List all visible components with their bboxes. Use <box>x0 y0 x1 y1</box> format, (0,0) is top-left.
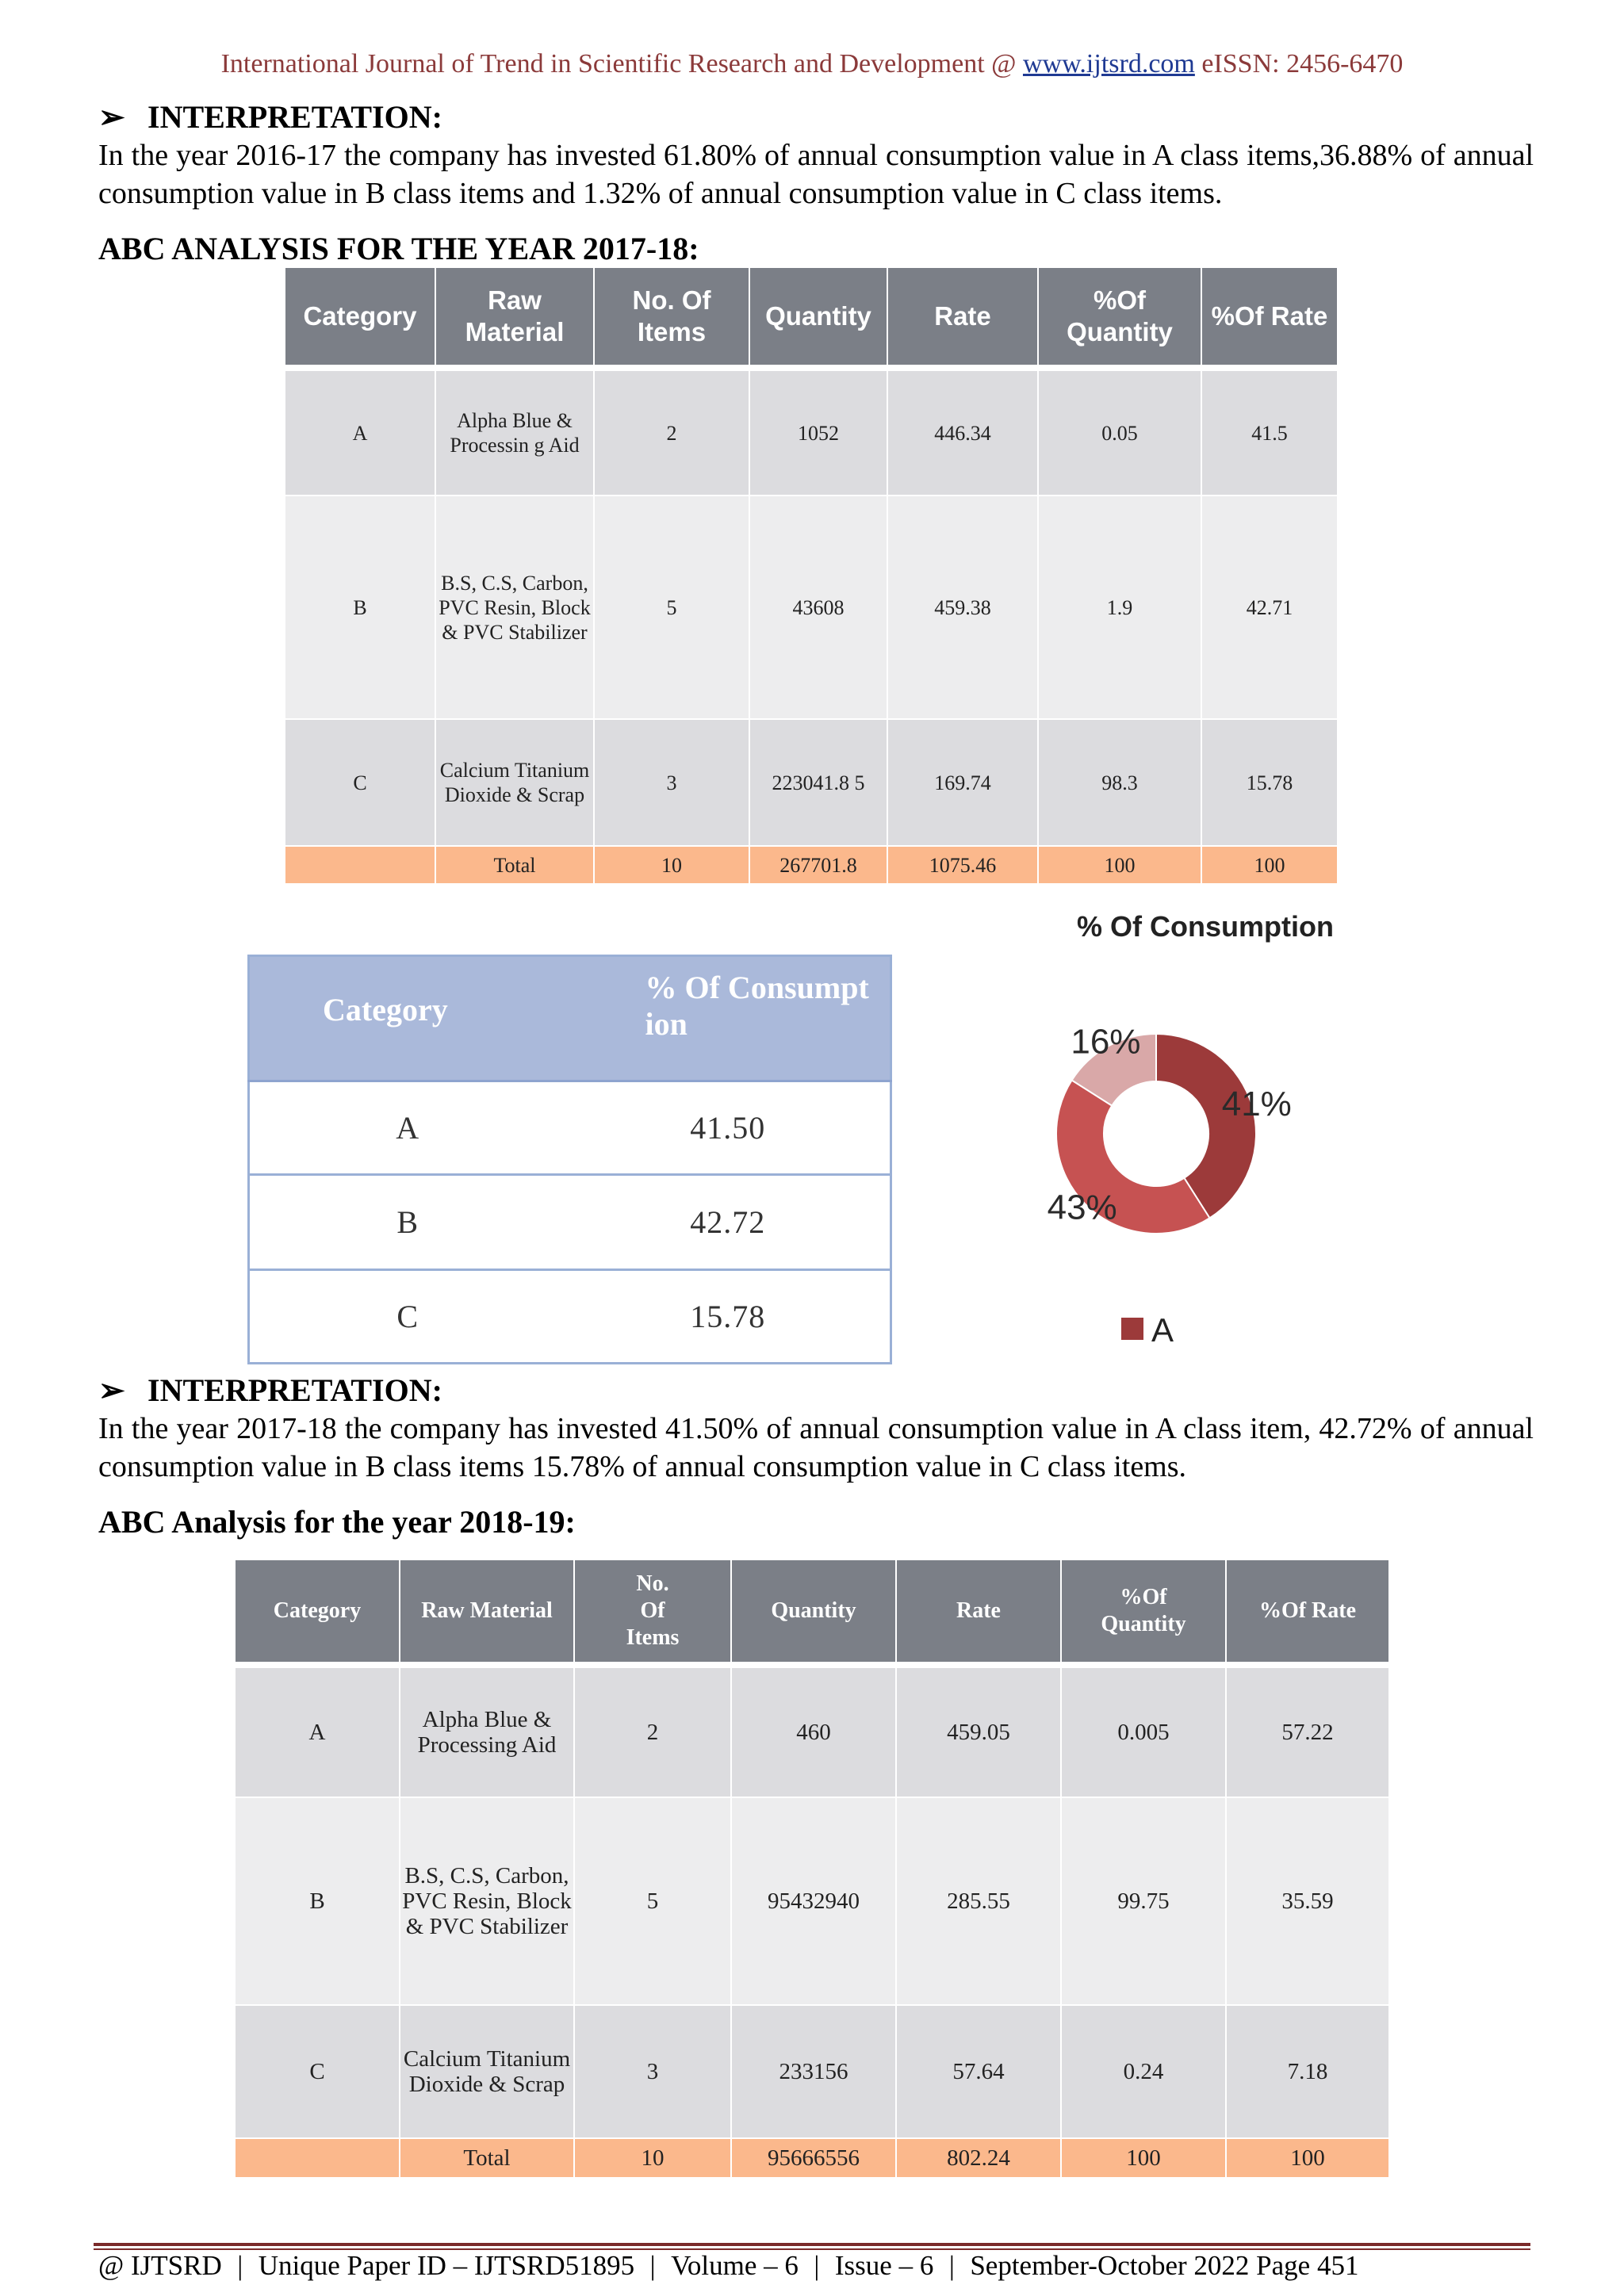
cell-pct-quantity: 0.05 <box>1038 370 1201 496</box>
cell-pct-rate: 35.59 <box>1226 1797 1389 2005</box>
cell-pct-rate: 7.18 <box>1226 2005 1389 2138</box>
header-no-of-items: No. Of Items <box>574 1559 731 1663</box>
cell-total-pct-rate: 100 <box>1226 2138 1389 2178</box>
journal-url-link[interactable]: www.ijtsrd.com <box>1022 49 1195 78</box>
header-category: Category <box>235 1559 400 1663</box>
table-row <box>235 1667 1389 1797</box>
cell-rate: 459.38 <box>887 496 1038 719</box>
footer-issue: Issue – 6 <box>834 2250 934 2281</box>
table-row <box>285 370 1338 496</box>
consumption-row <box>249 1081 891 1175</box>
consumption-table <box>247 955 892 1364</box>
cell-rate: 446.34 <box>887 370 1038 496</box>
cell-category: B <box>285 496 435 719</box>
journal-name: International Journal of Trend in Scientific Research and Development @ <box>220 49 1017 78</box>
cell-total-rate: 1075.46 <box>887 846 1038 884</box>
consumption-value: 42.72 <box>566 1175 891 1270</box>
header-rate: Rate <box>887 267 1038 365</box>
interpretation-heading-1-text: INTERPRETATION: <box>147 99 442 135</box>
table-total-row <box>285 846 1338 884</box>
arrow-bullet-icon: ➢ <box>98 1372 125 1408</box>
interpretation-heading-2 <box>98 1372 442 1409</box>
donut-label-a: 41% <box>1221 1085 1292 1124</box>
cell-category: C <box>285 719 435 846</box>
page-footer: @ IJTSRD | Unique Paper ID – IJTSRD51895 | Volume – 6 | Issue – 6 | September-October 2022 Page 451 <box>98 2250 1359 2281</box>
cell-category: A <box>285 370 435 496</box>
footer-volume: Volume – 6 <box>671 2250 799 2281</box>
arrow-bullet-icon: ➢ <box>98 99 125 135</box>
consumption-category: C <box>249 1270 566 1364</box>
cell-total-empty <box>285 846 435 884</box>
header-pct-quantity: %Of Quantity <box>1061 1559 1226 1663</box>
cell-raw-material: B.S, C.S, Carbon, PVC Resin, Block & PVC Stabilizer <box>400 1797 574 2005</box>
cell-no-of-items: 3 <box>574 2005 731 2138</box>
cell-quantity: 95432940 <box>731 1797 896 2005</box>
table-row <box>285 496 1338 719</box>
footer-paper-id: Unique Paper ID – IJTSRD51895 <box>258 2250 635 2281</box>
header-raw-material: Raw Material <box>435 267 594 365</box>
chart-title: % Of Consumption <box>1077 910 1334 943</box>
header-pct-quantity: %Of Quantity <box>1038 267 1201 365</box>
table-header-row <box>285 267 1338 365</box>
table-row <box>235 2005 1389 2138</box>
cell-total-items: 10 <box>594 846 749 884</box>
table-total-row <box>235 2138 1389 2178</box>
journal-header <box>0 49 1624 79</box>
legend-label-a: A <box>1151 1311 1174 1349</box>
cell-quantity: 43608 <box>749 496 887 719</box>
cell-total-pct-quantity: 100 <box>1038 846 1201 884</box>
footer-org: @ IJTSRD <box>98 2250 222 2281</box>
cell-no-of-items: 2 <box>594 370 749 496</box>
consumption-donut-chart <box>936 896 1475 1356</box>
table-row <box>285 719 1338 846</box>
cell-total-pct-quantity: 100 <box>1061 2138 1226 2178</box>
cell-rate: 57.64 <box>896 2005 1061 2138</box>
interpretation-paragraph-1: In the year 2016-17 the company has invested 61.80% of annual consumption value in A class items,36.88% of annual consumption value in B class items and 1.32% of annual consumption value in C class items. <box>98 139 1534 210</box>
cell-raw-material: Calcium Titanium Dioxide & Scrap <box>435 719 594 846</box>
table-2017-title: ABC ANALYSIS FOR THE YEAR 2017-18: <box>98 231 699 266</box>
cell-no-of-items: 2 <box>574 1667 731 1797</box>
cell-quantity: 460 <box>731 1667 896 1797</box>
consumption-category: A <box>249 1081 566 1175</box>
consumption-header-category: Category <box>249 956 566 1081</box>
consumption-header-row <box>249 956 891 1081</box>
cell-total-empty <box>235 2138 400 2178</box>
table-2018-title: ABC Analysis for the year 2018-19: <box>98 1504 576 1540</box>
cell-pct-rate: 57.22 <box>1226 1667 1389 1797</box>
cell-raw-material: Alpha Blue & Processing Aid <box>400 1667 574 1797</box>
abc-table-2017-18 <box>284 266 1339 885</box>
cell-pct-quantity: 1.9 <box>1038 496 1201 719</box>
cell-raw-material: Alpha Blue & Processin g Aid <box>435 370 594 496</box>
cell-rate: 169.74 <box>887 719 1038 846</box>
header-pct-rate: %Of Rate <box>1226 1559 1389 1663</box>
cell-pct-rate: 42.71 <box>1201 496 1338 719</box>
cell-pct-quantity: 99.75 <box>1061 1797 1226 2005</box>
consumption-category: B <box>249 1175 566 1270</box>
interpretation-heading-2-text: INTERPRETATION: <box>147 1372 442 1408</box>
cell-pct-quantity: 0.005 <box>1061 1667 1226 1797</box>
cell-total-label: Total <box>400 2138 574 2178</box>
cell-quantity: 1052 <box>749 370 887 496</box>
cell-category: C <box>235 2005 400 2138</box>
cell-no-of-items: 3 <box>594 719 749 846</box>
donut-label-c: 16% <box>1071 1022 1141 1062</box>
donut-label-b: 43% <box>1047 1188 1117 1227</box>
consumption-header-pct: % Of Consumpt ion <box>566 956 891 1081</box>
footer-date-page: September-October 2022 Page 451 <box>970 2250 1359 2281</box>
donut-chart-svg <box>936 896 1475 1356</box>
cell-total-label: Total <box>435 846 594 884</box>
cell-category: A <box>235 1667 400 1797</box>
cell-pct-rate: 15.78 <box>1201 719 1338 846</box>
interpretation-heading-1 <box>98 98 442 136</box>
header-raw-material: Raw Material <box>400 1559 574 1663</box>
interpretation-paragraph-2: In the year 2017-18 the company has invested 41.50% of annual consumption value in A class item, 42.72% of annual consumption value in B class items 15.78% of annual consumption value in C class items. <box>98 1412 1534 1483</box>
cell-pct-quantity: 0.24 <box>1061 2005 1226 2138</box>
cell-pct-quantity: 98.3 <box>1038 719 1201 846</box>
header-quantity: Quantity <box>731 1559 896 1663</box>
cell-total-quantity: 267701.8 <box>749 846 887 884</box>
footer-rule <box>94 2243 1530 2246</box>
cell-total-pct-rate: 100 <box>1201 846 1338 884</box>
cell-total-rate: 802.24 <box>896 2138 1061 2178</box>
header-quantity: Quantity <box>749 267 887 365</box>
cell-no-of-items: 5 <box>574 1797 731 2005</box>
cell-pct-rate: 41.5 <box>1201 370 1338 496</box>
cell-raw-material: Calcium Titanium Dioxide & Scrap <box>400 2005 574 2138</box>
header-rate: Rate <box>896 1559 1061 1663</box>
consumption-row <box>249 1175 891 1270</box>
cell-total-items: 10 <box>574 2138 731 2178</box>
cell-total-quantity: 95666556 <box>731 2138 896 2178</box>
cell-quantity: 233156 <box>731 2005 896 2138</box>
table-header-row <box>235 1559 1389 1663</box>
consumption-value: 41.50 <box>566 1081 891 1175</box>
header-category: Category <box>285 267 435 365</box>
legend-swatch-a <box>1121 1318 1143 1340</box>
journal-issn: eISSN: 2456-6470 <box>1201 49 1404 78</box>
abc-table-2018-19 <box>234 1559 1390 2179</box>
cell-raw-material: B.S, C.S, Carbon, PVC Resin, Block & PVC Stabilizer <box>435 496 594 719</box>
cell-quantity: 223041.8 5 <box>749 719 887 846</box>
consumption-value: 15.78 <box>566 1270 891 1364</box>
cell-no-of-items: 5 <box>594 496 749 719</box>
header-pct-rate: %Of Rate <box>1201 267 1338 365</box>
table-row <box>235 1797 1389 2005</box>
cell-rate: 285.55 <box>896 1797 1061 2005</box>
cell-rate: 459.05 <box>896 1667 1061 1797</box>
consumption-row <box>249 1270 891 1364</box>
header-no-of-items: No. Of Items <box>594 267 749 365</box>
cell-category: B <box>235 1797 400 2005</box>
